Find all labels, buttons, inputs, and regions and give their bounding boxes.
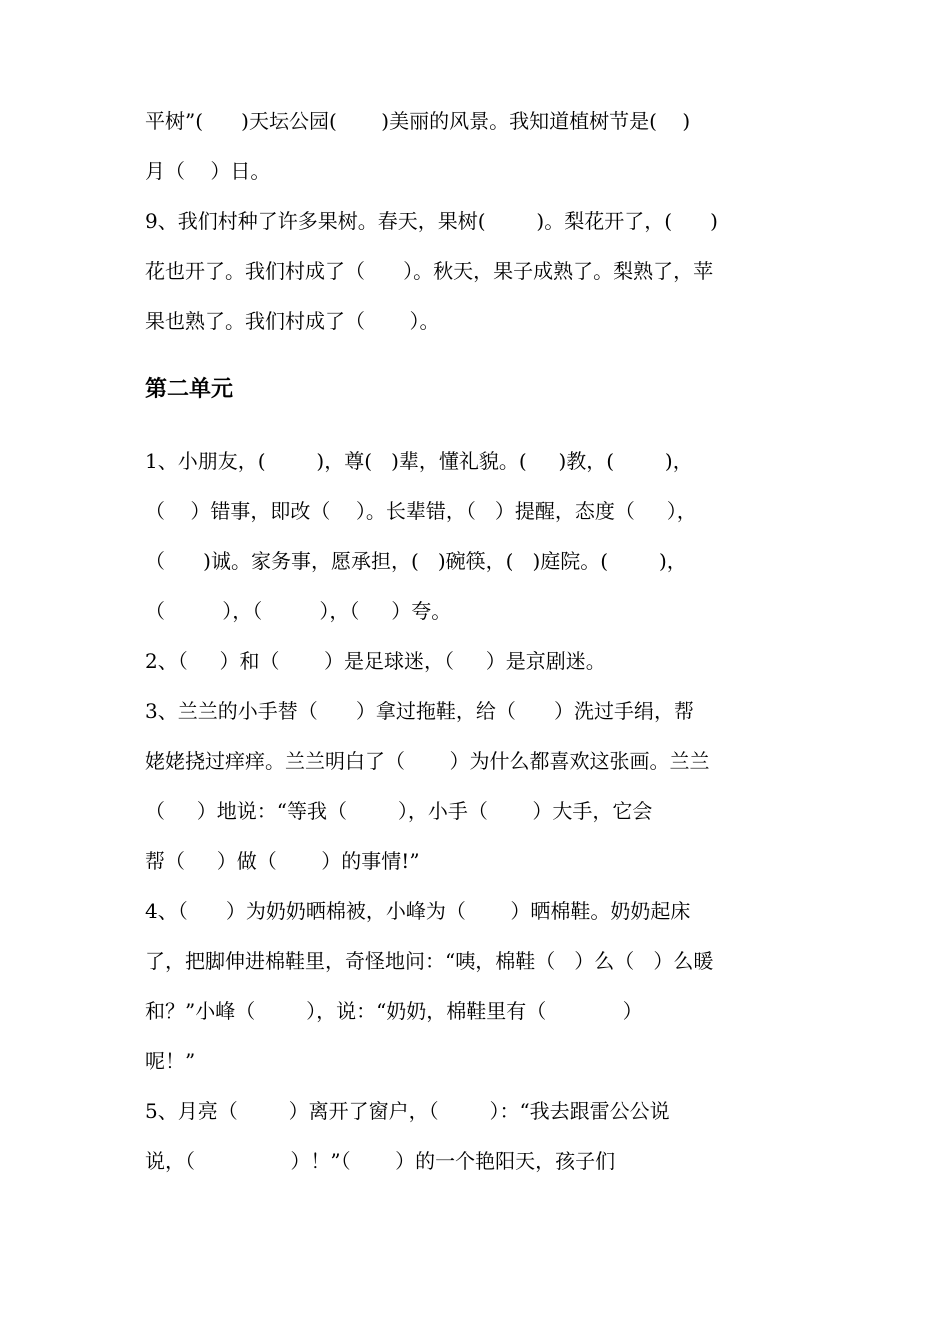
unit2-line-13: 呢！” — [145, 1049, 196, 1073]
unit2-line-3: （ )诚。家务事，愿承担，( )碗筷，( )庭院。( )， — [145, 549, 687, 573]
unit2-line-10: 4、（ ）为奶奶晒棉被，小峰为（ ）晒棉鞋。奶奶起床 — [145, 899, 691, 923]
text-line-3: 9、我们村种了许多果树。春天，果树( )。梨花开了，( ) — [145, 209, 718, 233]
unit2-line-5: 2、（ ）和（ ）是足球迷，（ ）是京剧迷。 — [145, 649, 606, 673]
unit2-line-14: 5、月亮（ ）离开了窗户，（ ）：“我去跟雷公公说 — [145, 1099, 670, 1123]
unit2-line-11: 了，把脚伸进棉鞋里，奇怪地问：“咦，棉鞋（ ）么（ ）么暖 — [145, 949, 714, 973]
unit2-line-12: 和？”小峰（ ），说：“奶奶，棉鞋里有（ ） — [145, 999, 643, 1023]
unit2-line-15: 说，（ ）！”（ ）的一个艳阳天，孩子们 — [145, 1149, 616, 1173]
unit2-line-6: 3、兰兰的小手替（ ）拿过拖鞋，给（ ）洗过手绢，帮 — [145, 699, 695, 723]
unit2-line-8: （ ）地说：“等我（ ），小手（ ）大手，它会 — [145, 799, 653, 823]
text-line-2: 月（ ）日。 — [145, 159, 271, 183]
text-line-1: 平树”( )天坛公园( )美丽的风景。我知道植树节是( ) — [145, 109, 691, 133]
unit2-line-1: 1、小朋友，( )，尊( )辈，懂礼貌。( )教，( )， — [145, 449, 693, 473]
text-line-4: 花也开了。我们村成了（ ）。秋天，果子成熟了。梨熟了，苹 — [145, 259, 714, 283]
unit2-line-9: 帮（ ）做（ ）的事情!” — [145, 849, 420, 873]
unit2-line-2: （ ）错事，即改（ ）。长辈错，（ ）提醒，态度（ ）， — [145, 499, 697, 523]
unit2-line-4: （ ），（ ），（ ）夸。 — [145, 599, 452, 623]
text-line-5: 果也熟了。我们村成了（ ）。 — [145, 309, 440, 333]
unit2-line-7: 姥姥挠过痒痒。兰兰明白了（ ）为什么都喜欢这张画。兰兰 — [145, 749, 710, 773]
section-heading: 第二单元 — [145, 377, 234, 402]
